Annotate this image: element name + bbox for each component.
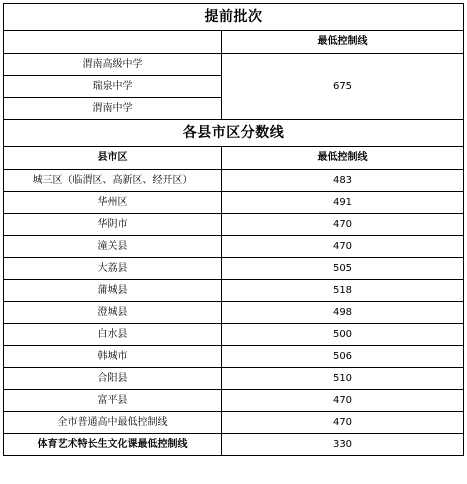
area-cell: 澄城县 <box>4 302 222 324</box>
score-cell: 500 <box>222 324 464 346</box>
area-cell: 白水县 <box>4 324 222 346</box>
advance-score-header: 最低控制线 <box>222 31 464 54</box>
score-table-container <box>3 3 463 456</box>
score-cell: 518 <box>222 280 464 302</box>
score-table <box>3 3 464 456</box>
area-cell: 全市普通高中最低控制线 <box>4 412 222 434</box>
table-row <box>4 236 464 258</box>
area-cell: 城三区（临渭区、高新区、经开区） <box>4 170 222 192</box>
table-row <box>4 346 464 368</box>
table-row <box>4 214 464 236</box>
score-cell: 483 <box>222 170 464 192</box>
score-cell: 330 <box>222 434 464 456</box>
area-cell: 韩城市 <box>4 346 222 368</box>
area-cell: 大荔县 <box>4 258 222 280</box>
county-section-title: 各县市区分数线 <box>4 120 464 147</box>
table-row <box>4 324 464 346</box>
table-row <box>4 368 464 390</box>
area-cell: 富平县 <box>4 390 222 412</box>
advance-batch-title: 提前批次 <box>4 4 464 31</box>
table-row <box>4 390 464 412</box>
score-cell: 470 <box>222 236 464 258</box>
table-row <box>4 192 464 214</box>
county-score-header: 最低控制线 <box>222 147 464 170</box>
area-cell: 潼关县 <box>4 236 222 258</box>
score-cell: 506 <box>222 346 464 368</box>
area-cell: 蒲城县 <box>4 280 222 302</box>
table-row <box>4 258 464 280</box>
score-cell: 491 <box>222 192 464 214</box>
advance-header-blank <box>4 31 222 54</box>
area-cell: 华州区 <box>4 192 222 214</box>
advance-school-2: 瑞泉中学 <box>4 76 222 98</box>
advance-school-1: 渭南高级中学 <box>4 54 222 76</box>
table-row <box>4 434 464 456</box>
advance-school-3: 渭南中学 <box>4 98 222 120</box>
score-cell: 470 <box>222 412 464 434</box>
table-row <box>4 412 464 434</box>
score-cell: 510 <box>222 368 464 390</box>
score-cell: 470 <box>222 390 464 412</box>
table-row <box>4 170 464 192</box>
area-cell: 体育艺术特长生文化课最低控制线 <box>4 434 222 456</box>
advance-score: 675 <box>222 54 464 120</box>
score-cell: 470 <box>222 214 464 236</box>
table-row <box>4 302 464 324</box>
score-cell: 498 <box>222 302 464 324</box>
area-cell: 华阴市 <box>4 214 222 236</box>
score-cell: 505 <box>222 258 464 280</box>
table-row <box>4 280 464 302</box>
area-cell: 合阳县 <box>4 368 222 390</box>
county-area-header: 县市区 <box>4 147 222 170</box>
